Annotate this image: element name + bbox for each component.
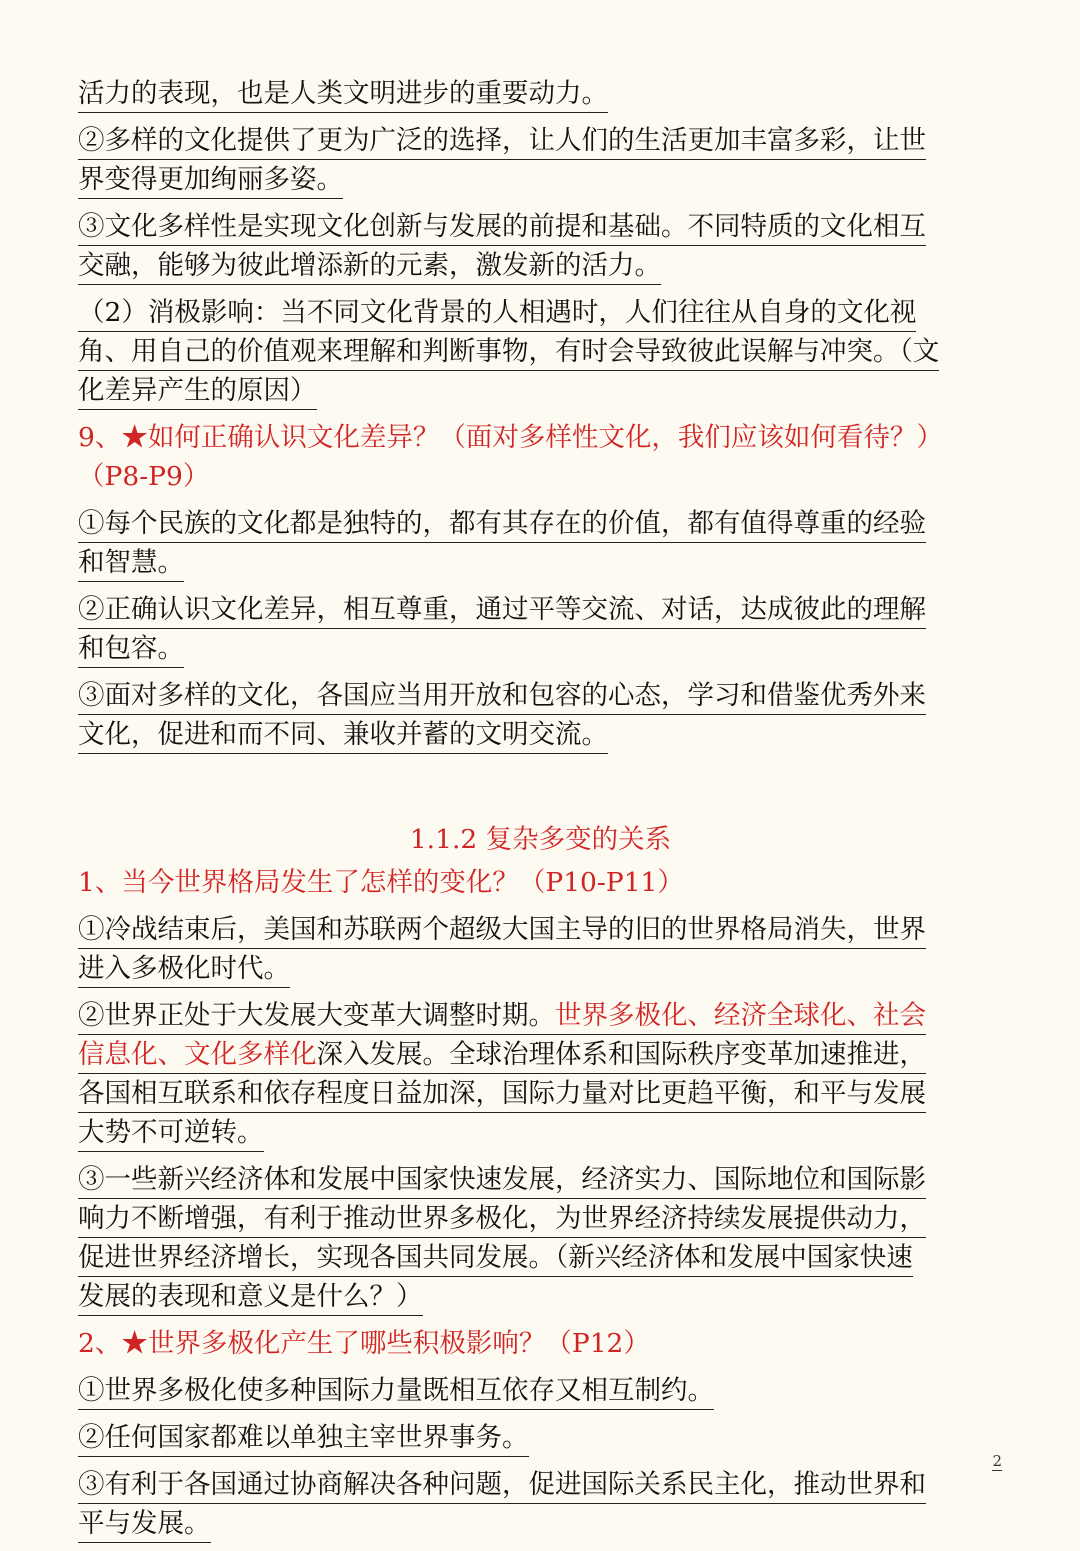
answer-paragraph bbox=[78, 996, 1003, 1152]
underlined-text bbox=[78, 459, 209, 495]
text-line bbox=[78, 1324, 1003, 1363]
text-segment: 各国相互联系和依存程度日益加深，国际力量对比更趋平衡，和平与发展 bbox=[78, 1078, 926, 1109]
content-top bbox=[78, 74, 1003, 754]
text-segment: 发展的表现和意义是什么？） bbox=[78, 1281, 423, 1312]
underlined-text bbox=[78, 1279, 423, 1316]
answer-paragraph bbox=[78, 504, 1003, 582]
text-line bbox=[78, 504, 1003, 543]
answer-paragraph bbox=[78, 590, 1003, 668]
text-line bbox=[78, 246, 1003, 285]
text-segment: 大势不可逆转。 bbox=[78, 1117, 264, 1148]
text-segment: ③一些新兴经济体和发展中国家快速发展，经济实力、国际地位和国际影 bbox=[78, 1164, 926, 1195]
text-line bbox=[78, 1035, 1003, 1074]
underlined-text bbox=[78, 1037, 926, 1074]
text-line bbox=[78, 949, 1003, 988]
text-segment: ①世界多极化使多种国际力量既相互依存又相互制约。 bbox=[78, 1375, 714, 1406]
underlined-text bbox=[78, 506, 926, 543]
text-line bbox=[78, 1238, 1003, 1277]
underlined-text bbox=[78, 1115, 264, 1152]
question-heading bbox=[78, 1324, 1003, 1363]
text-line bbox=[78, 1504, 1003, 1543]
underlined-text bbox=[78, 1326, 650, 1362]
underlined-text bbox=[78, 1076, 926, 1113]
text-segment: 化差异产生的原因） bbox=[78, 375, 317, 406]
underlined-text bbox=[78, 209, 926, 246]
text-segment: 促进世界经济增长，实现各国共同发展。（新兴经济体和发展中国家快速 bbox=[78, 1242, 913, 1273]
underlined-text bbox=[78, 162, 343, 199]
highlight-text: 1、当今世界格局发生了怎样的变化？（P10-P11） bbox=[78, 867, 684, 898]
text-line bbox=[78, 457, 1003, 496]
page-number: 2 bbox=[992, 1452, 1002, 1470]
underlined-text bbox=[78, 420, 943, 456]
text-segment: 和智慧。 bbox=[78, 547, 184, 578]
text-line bbox=[78, 863, 1003, 902]
text-segment: 文化，促进和而不同、兼收并蓄的文明交流。 bbox=[78, 719, 608, 750]
text-line bbox=[78, 1160, 1003, 1199]
text-segment: ①冷战结束后，美国和苏联两个超级大国主导的旧的世界格局消失，世界 bbox=[78, 914, 926, 945]
underlined-text bbox=[78, 1240, 913, 1277]
text-segment: 交融，能够为彼此增添新的元素，激发新的活力。 bbox=[78, 250, 661, 281]
text-segment: 进入多极化时代。 bbox=[78, 953, 290, 984]
underlined-text bbox=[78, 678, 926, 715]
underlined-text bbox=[78, 373, 317, 410]
underlined-text bbox=[78, 912, 926, 949]
underlined-text bbox=[78, 1201, 926, 1238]
text-line bbox=[78, 543, 1003, 582]
underlined-text bbox=[78, 865, 684, 901]
text-line bbox=[78, 371, 1003, 410]
text-line bbox=[78, 1199, 1003, 1238]
text-segment: 和包容。 bbox=[78, 633, 184, 664]
answer-paragraph bbox=[78, 74, 1003, 113]
question-heading bbox=[78, 418, 1003, 496]
text-segment: 界变得更加绚丽多姿。 bbox=[78, 164, 343, 195]
text-segment: 角、用自己的价值观来理解和判断事物，有时会导致彼此误解与冲突。（文 bbox=[78, 336, 940, 367]
document-page bbox=[78, 74, 1003, 1551]
highlight-text: （P8-P9） bbox=[78, 461, 210, 492]
underlined-text bbox=[78, 998, 926, 1035]
text-line bbox=[78, 74, 1003, 113]
answer-paragraph bbox=[78, 1371, 1003, 1410]
answer-paragraph bbox=[78, 910, 1003, 988]
text-segment: 活力的表现，也是人类文明进步的重要动力。 bbox=[78, 78, 608, 109]
text-segment: ③文化多样性是实现文化创新与发展的前提和基础。不同特质的文化相互 bbox=[78, 211, 926, 242]
text-line bbox=[78, 1113, 1003, 1152]
text-segment: （2）消极影响：当不同文化背景的人相遇时，人们往往从自身的文化视 bbox=[78, 297, 917, 328]
underlined-text bbox=[78, 717, 608, 754]
text-line bbox=[78, 418, 1003, 457]
text-segment: ③面对多样的文化，各国应当用开放和包容的心态，学习和借鉴优秀外来 bbox=[78, 680, 926, 711]
underlined-text bbox=[78, 1373, 714, 1410]
text-line bbox=[78, 629, 1003, 668]
text-line bbox=[78, 1074, 1003, 1113]
content-bottom bbox=[78, 863, 1003, 1543]
highlight-text: 2、★世界多极化产生了哪些积极影响？（P12） bbox=[78, 1328, 650, 1359]
answer-paragraph bbox=[78, 121, 1003, 199]
section-gap bbox=[78, 762, 1003, 820]
underlined-text bbox=[78, 592, 926, 629]
text-line bbox=[78, 1371, 1003, 1410]
text-segment: ③有利于各国通过协商解决各种问题，促进国际关系民主化，推动世界和 bbox=[78, 1469, 926, 1500]
question-heading bbox=[78, 863, 1003, 902]
text-segment: 深入发展。全球治理体系和国际秩序变革加速推进， bbox=[316, 1039, 926, 1070]
text-line bbox=[78, 332, 1003, 371]
answer-paragraph bbox=[78, 1465, 1003, 1543]
text-segment: 平与发展。 bbox=[78, 1508, 211, 1539]
text-line bbox=[78, 1418, 1003, 1457]
underlined-text bbox=[78, 545, 184, 582]
answer-paragraph bbox=[78, 207, 1003, 285]
text-line bbox=[78, 1465, 1003, 1504]
text-line bbox=[78, 996, 1003, 1035]
text-segment: ②正确认识文化差异，相互尊重，通过平等交流、对话，达成彼此的理解 bbox=[78, 594, 926, 625]
text-line bbox=[78, 590, 1003, 629]
underlined-text bbox=[78, 1467, 926, 1504]
answer-paragraph bbox=[78, 293, 1003, 410]
text-line bbox=[78, 1277, 1003, 1316]
text-segment: ②世界正处于大发展大变革大调整时期。 bbox=[78, 1000, 555, 1031]
text-segment: ②任何国家都难以单独主宰世界事务。 bbox=[78, 1422, 529, 1453]
text-line bbox=[78, 715, 1003, 754]
answer-paragraph bbox=[78, 1160, 1003, 1316]
highlight-text: 9、★如何正确认识文化差异？（面对多样性文化，我们应该如何看待？） bbox=[78, 422, 943, 453]
section-title: 1.1.2 复杂多变的关系 bbox=[409, 824, 672, 855]
answer-paragraph bbox=[78, 1418, 1003, 1457]
text-line bbox=[78, 207, 1003, 246]
underlined-text bbox=[78, 1420, 529, 1457]
text-line bbox=[78, 160, 1003, 199]
underlined-text bbox=[78, 123, 926, 160]
text-line bbox=[78, 293, 1003, 332]
underlined-text bbox=[78, 334, 939, 371]
underlined-text bbox=[78, 631, 184, 668]
text-segment: ②多样的文化提供了更为广泛的选择，让人们的生活更加丰富多彩，让世 bbox=[78, 125, 926, 156]
text-line bbox=[78, 676, 1003, 715]
highlight-text: 世界多极化、经济全球化、社会 bbox=[555, 1000, 926, 1031]
answer-paragraph bbox=[78, 676, 1003, 754]
underlined-text bbox=[78, 951, 290, 988]
text-line bbox=[78, 121, 1003, 160]
underlined-text bbox=[78, 295, 916, 332]
underlined-text bbox=[78, 248, 661, 285]
text-segment: ①每个民族的文化都是独特的，都有其存在的价值，都有值得尊重的经验 bbox=[78, 508, 926, 539]
text-segment: 响力不断增强，有利于推动世界多极化，为世界经济持续发展提供动力， bbox=[78, 1203, 926, 1234]
underlined-text bbox=[78, 1162, 926, 1199]
underlined-text bbox=[78, 76, 608, 113]
underlined-text bbox=[78, 1506, 211, 1543]
text-line bbox=[78, 910, 1003, 949]
highlight-text: 信息化、文化多样化 bbox=[78, 1039, 317, 1070]
